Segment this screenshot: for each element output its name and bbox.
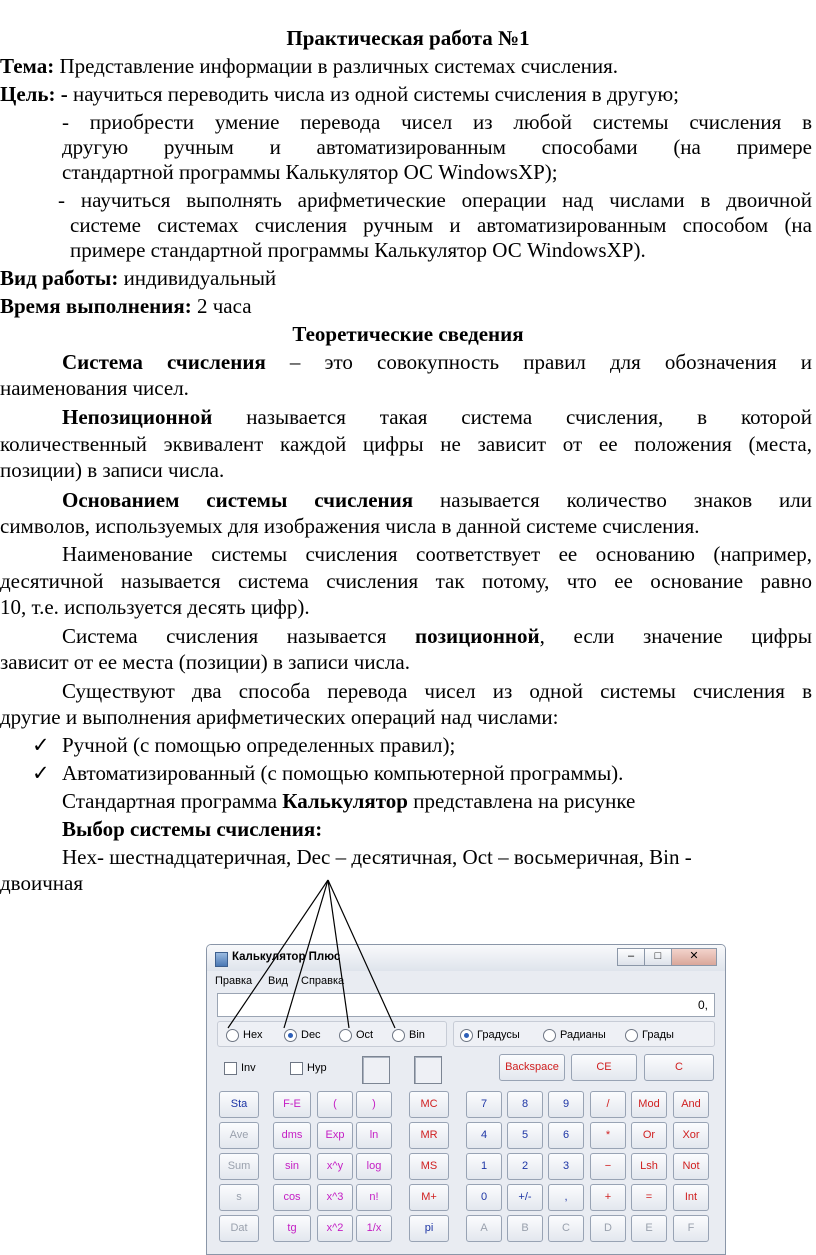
key--[interactable]: + [590, 1184, 626, 1211]
page-title: Практическая работа №1 [286, 26, 530, 50]
goal3-line1: - научиться выполнять арифметические операции над числами в двоичной [58, 188, 812, 212]
key-1[interactable]: 1 [466, 1153, 502, 1180]
key-f[interactable]: F [673, 1215, 709, 1242]
radio-label: Градусы [477, 1029, 520, 1041]
key-dat[interactable]: Dat [219, 1215, 259, 1242]
minimize-button[interactable]: – [617, 948, 645, 966]
subheading: Выбор системы счисления: [62, 817, 323, 841]
clear-button[interactable]: C [644, 1054, 714, 1081]
key-int[interactable]: Int [673, 1184, 709, 1211]
menu-edit[interactable]: Правка [215, 975, 253, 987]
goal2-line2: другую ручным и автоматизированным способами (на примере [62, 135, 812, 159]
p2-line3: позиции) в записи числа. [0, 458, 225, 482]
window-title: Калькулятор Плюс [232, 951, 341, 963]
key-exp[interactable]: Exp [317, 1122, 353, 1149]
goal3-line2: системе системах счисления ручным и автоматизированным способом (на [70, 213, 812, 237]
p7-line: Стандартная программа Калькулятор представлена на рисунке [62, 789, 636, 813]
radio-label: Dec [301, 1029, 321, 1041]
key-x-2[interactable]: x^2 [317, 1215, 353, 1242]
key-2[interactable]: 2 [507, 1153, 543, 1180]
key-4[interactable]: 4 [466, 1122, 502, 1149]
key-s[interactable]: s [219, 1184, 259, 1211]
key-sta[interactable]: Sta [219, 1091, 259, 1118]
key-5[interactable]: 5 [507, 1122, 543, 1149]
key-mc[interactable]: MC [409, 1091, 449, 1118]
p4-line3: 10, т.е. используется десять цифр). [0, 595, 310, 619]
key-1-x[interactable]: 1/x [356, 1215, 392, 1242]
work-type-line: Вид работы: индивидуальный [0, 266, 277, 290]
key--[interactable]: * [590, 1122, 626, 1149]
p3-line1: Основанием системы счисления называется количество знаков или [62, 488, 812, 512]
key-xor[interactable]: Xor [673, 1122, 709, 1149]
key-d[interactable]: D [590, 1215, 626, 1242]
radio-label: Hex [243, 1029, 263, 1041]
key--[interactable]: / [590, 1091, 626, 1118]
key-x-y[interactable]: x^y [317, 1153, 353, 1180]
key-m-[interactable]: M+ [409, 1184, 449, 1211]
key-9[interactable]: 9 [548, 1091, 584, 1118]
duration-line: Время выполнения: 2 часа [0, 294, 252, 318]
p2-line2: количественный эквивалент каждой цифры не зависит от ее положения (места, [0, 432, 812, 456]
key--[interactable]: − [590, 1153, 626, 1180]
p6-line1: Существуют два способа перевода чисел из одной системы счисления в [62, 679, 812, 703]
pointer-line-hex [228, 880, 328, 1028]
p6-line2: другие и выполнения арифметических операций над числами: [0, 705, 559, 729]
key-7[interactable]: 7 [466, 1091, 502, 1118]
maximize-button[interactable]: □ [644, 948, 672, 966]
key-and[interactable]: And [673, 1091, 709, 1118]
p4-line1: Наименование системы счисления соответствует ее основанию (например, [62, 542, 812, 566]
bullet-automated: Автоматизированный (с помощью компьютерной программы). [62, 761, 624, 785]
goal2-line3: стандартной программы Калькулятор ОС WindowsXP); [62, 160, 558, 184]
checkbox-label: Inv [241, 1062, 256, 1074]
key-a[interactable]: A [466, 1215, 502, 1242]
key-x-3[interactable]: x^3 [317, 1184, 353, 1211]
key--[interactable]: = [631, 1184, 667, 1211]
checkbox-label: Hyp [307, 1062, 327, 1074]
key--[interactable]: ( [317, 1091, 353, 1118]
p5-line1: Система счисления называется позиционной, если значение цифры [62, 624, 812, 648]
key-not[interactable]: Not [673, 1153, 709, 1180]
check-icon: ✓ [32, 733, 50, 757]
radio-label: Радианы [560, 1029, 606, 1041]
p1-line1: Система счисления – это совокупность правил для обозначения и [62, 350, 812, 374]
p8-line1: Hex- шестнадцатеричная, Dec – десятичная, Oct – восьмеричная, Bin - [62, 845, 692, 869]
key-0[interactable]: 0 [466, 1184, 502, 1211]
theory-heading: Теоретические сведения [292, 322, 524, 346]
key-ln[interactable]: ln [356, 1122, 392, 1149]
key-ms[interactable]: MS [409, 1153, 449, 1180]
key-b[interactable]: B [507, 1215, 543, 1242]
topic-line: Тема: Представление информации в различных системах счисления. [0, 54, 619, 78]
key-f-e[interactable]: F-E [273, 1091, 311, 1118]
backspace-button[interactable]: Backspace [499, 1054, 565, 1081]
key-n-[interactable]: n! [356, 1184, 392, 1211]
key--[interactable]: +/- [507, 1184, 543, 1211]
p4-line2: десятичной называется система счисления так потому, что ее основание равно [0, 569, 812, 593]
key-c[interactable]: C [548, 1215, 584, 1242]
p5-line2: зависит от ее места (позиции) в записи числа. [0, 650, 410, 674]
radio-label: Bin [409, 1029, 425, 1041]
display-value: 0, [697, 998, 708, 1012]
key-mr[interactable]: MR [409, 1122, 449, 1149]
key-mod[interactable]: Mod [631, 1091, 667, 1118]
goal3-line3: примере стандартной программы Калькулятор ОС WindowsXP). [70, 238, 646, 262]
clear-entry-button[interactable]: CE [571, 1054, 637, 1081]
key-pi[interactable]: pi [409, 1215, 449, 1242]
key-sum[interactable]: Sum [219, 1153, 259, 1180]
key-6[interactable]: 6 [548, 1122, 584, 1149]
key-tg[interactable]: tg [273, 1215, 311, 1242]
bullet-manual: Ручной (с помощью определенных правил); [62, 733, 456, 757]
key-sin[interactable]: sin [273, 1153, 311, 1180]
key-log[interactable]: log [356, 1153, 392, 1180]
key-3[interactable]: 3 [548, 1153, 584, 1180]
pointer-line-dec [284, 880, 328, 1028]
p1-line2: наименования чисел. [0, 376, 189, 400]
key-8[interactable]: 8 [507, 1091, 543, 1118]
goal2-line1: - приобрести умение перевода чисел из любой системы счисления в [62, 110, 812, 134]
key-e[interactable]: E [631, 1215, 667, 1242]
key-or[interactable]: Or [631, 1122, 667, 1149]
check-icon: ✓ [32, 761, 50, 785]
close-button[interactable]: ✕ [671, 948, 717, 966]
menu-help[interactable]: Справка [301, 975, 345, 987]
key-cos[interactable]: cos [273, 1184, 311, 1211]
key-lsh[interactable]: Lsh [631, 1153, 667, 1180]
radio-label: Oct [356, 1029, 374, 1041]
goal-line: Цель: - научиться переводить числа из одной системы счисления в другую; [0, 82, 679, 106]
menu-view[interactable]: Вид [268, 975, 288, 987]
radio-label: Грады [642, 1029, 674, 1041]
key--[interactable]: ) [356, 1091, 392, 1118]
p2-line1: Непозиционной называется такая система счисления, в которой [62, 405, 812, 429]
p8-line2: двоичная [0, 871, 83, 895]
p3-line2: символов, используемых для изображения числа в данной системе счисления. [0, 514, 700, 538]
key--[interactable]: , [548, 1184, 584, 1211]
key-dms[interactable]: dms [273, 1122, 311, 1149]
key-ave[interactable]: Ave [219, 1122, 259, 1149]
